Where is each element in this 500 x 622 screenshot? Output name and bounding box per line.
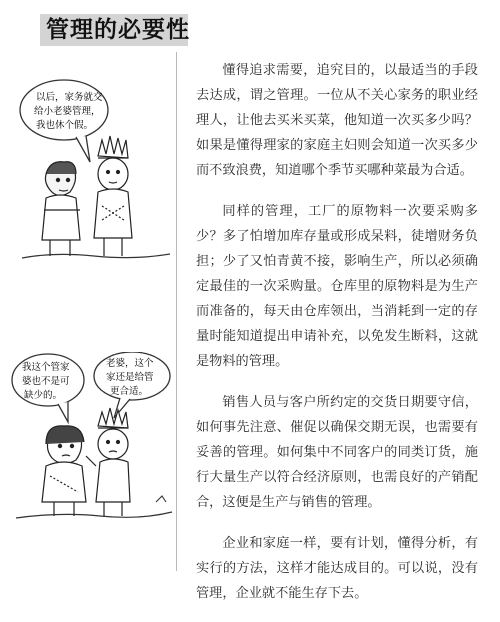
bubble-1-line-3: 我也休个假。 [36, 120, 94, 131]
speech-bubble-2-right [94, 352, 170, 418]
paragraph-1: 懂得追求需要，追究目的，以最适当的手段去达成，谓之管理。一位从不关心家务的职业经理人，让他去买米买菜，他知道一次买多少吗？如果是懂得理家的家庭主妇则会知道一次买多少而不致浪费，知道哪个季节买哪种菜最为合适。 [196, 63, 478, 178]
man-figure-2 [86, 408, 130, 516]
column-divider [176, 52, 177, 571]
bubble-2-right-line-2: 家还是给管 [106, 372, 154, 383]
speech-bubble-2-left [12, 354, 84, 422]
paragraph-2: 同样的管理，工厂的原物料一次要采购多少？多了怕增加库存量或形成呆料，徒增财务负担；少了又怕青黄不接，影响生产，所以必须确定最佳的一次采购量。仓库里的原物料是为生产而准备的，每天由仓库领出，当消耗到一定的存量时能知道提出申请补充，以免发生断料，这就是物料的管理。 [196, 204, 478, 369]
bubble-2-left-line-2: 婆也不是可 [22, 376, 70, 387]
bubble-2-right-line-1: 老婆，这个 [106, 358, 154, 369]
paragraph-4: 企业和家庭一样，要有计划，懂得分析，有实行的方法，这样才能达成目的。可以说，没有管理，企业就不能生存下去。 [196, 536, 478, 601]
man-figure-1 [94, 136, 132, 256]
paragraph-3: 销售人员与客户所约定的交货日期要守信，如何事先注意、催促以确保交期无误，也需要有妥善的管理。如何集中不同客户的同类订货，施行大量生产以符合经济原则，也需良好的产销配合，这便是生产与销售的管理。 [196, 395, 478, 510]
woman-figure-1 [42, 162, 80, 256]
title-banner [0, 0, 500, 56]
bubble-2-left-line-3: 缺少的。 [24, 390, 63, 401]
cartoon-illustration-1 [14, 70, 174, 270]
woman-figure-2 [42, 426, 86, 516]
ground-line-1 [22, 254, 170, 258]
bubble-2-right-line-3: 更合适。 [110, 386, 149, 397]
bird-mark [156, 496, 166, 502]
article-body [196, 58, 478, 622]
bubble-2-left-line-1: 我这个管家 [22, 362, 70, 373]
bubble-1-line-2: 给小老婆管理， [34, 106, 101, 117]
ground-line-2 [16, 512, 172, 518]
cartoon-illustration-2 [10, 352, 176, 527]
page-title: 管理的必要性 [46, 17, 190, 43]
speech-bubble-1 [20, 80, 108, 162]
bubble-1-line-1: 以后，家务就交 [36, 92, 103, 103]
